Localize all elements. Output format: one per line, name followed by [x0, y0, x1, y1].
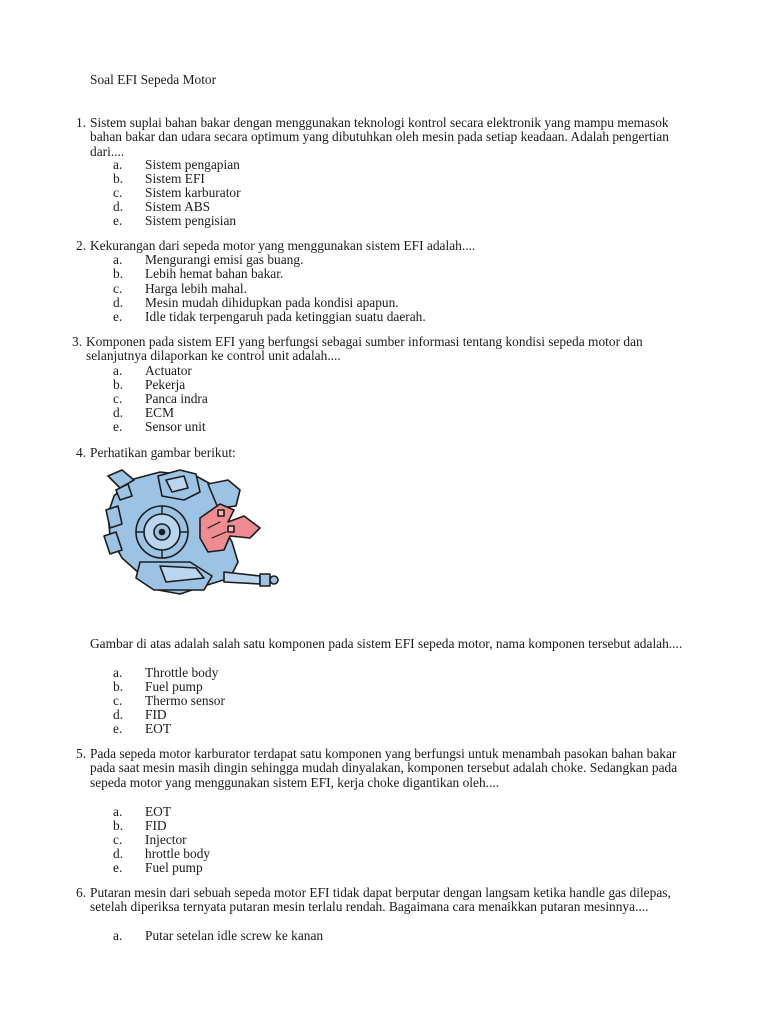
option-text: Lebih hemat bahan bakar.: [145, 266, 284, 281]
option-text: EOT: [145, 804, 172, 819]
option-letter: a.: [113, 252, 123, 267]
question-6-option-a[interactable]: [113, 929, 323, 943]
question-2-option-e[interactable]: [113, 310, 426, 324]
question-2-text: Kekurangan dari sepeda motor yang menggunakan sistem EFI adalah....: [90, 238, 476, 253]
option-letter: e.: [113, 309, 123, 324]
question-4-followup: Gambar di atas adalah salah satu komponen pada sistem EFI sepeda motor, nama komponen tersebut adalah....: [90, 636, 683, 651]
option-letter: a.: [113, 928, 123, 943]
page-title: Soal EFI Sepeda Motor: [90, 72, 217, 87]
option-text: Injector: [145, 832, 187, 847]
option-text: Sistem pengapian: [145, 157, 240, 172]
option-text: Putar setelan idle screw ke kanan: [145, 928, 324, 943]
question-6-text: Putaran mesin dari sebuah sepeda motor EFI tidak dapat berputar dengan langsam ketika handle gas dilepas, setelah diperiksa ternyata putaran mesin terlalu rendah. Bagaimana cara menaikkan putaran mesinnya....: [90, 885, 671, 915]
option-text: ECM: [145, 405, 175, 420]
option-letter: d.: [113, 405, 124, 420]
question-3-number: 3.: [72, 334, 83, 349]
option-letter: c.: [113, 832, 123, 847]
option-letter: d.: [113, 846, 124, 861]
throttle-body-illustration: [100, 466, 285, 611]
option-text: EOT: [145, 721, 172, 736]
option-letter: b.: [113, 266, 124, 281]
option-text: Sistem karburator: [145, 185, 241, 200]
option-text: Fuel pump: [145, 860, 203, 875]
option-text: Sensor unit: [145, 419, 206, 434]
question-4-text: Perhatikan gambar berikut:: [90, 445, 236, 460]
option-letter: c.: [113, 281, 123, 296]
option-letter: b.: [113, 377, 124, 392]
question-1-option-e[interactable]: [113, 214, 236, 228]
question-1-text: Sistem suplai bahan bakar dengan menggunakan teknologi kontrol secara elektronik yang mampu memasok bahan bakar dan udara secara optimum yang dibutuhkan oleh mesin pada setiap keadaan. Adalah pengertian dari....: [90, 115, 669, 159]
question-2-number: 2.: [76, 238, 87, 253]
question-3-text: [86, 335, 686, 364]
question-5-number: 5.: [76, 746, 87, 761]
option-letter: a.: [113, 363, 123, 378]
option-text: Thermo sensor: [145, 693, 225, 708]
option-text: Fuel pump: [145, 679, 203, 694]
option-letter: e.: [113, 213, 123, 228]
option-text: Sistem ABS: [145, 199, 211, 214]
option-letter: c.: [113, 693, 123, 708]
question-3-option-e[interactable]: [113, 420, 206, 434]
option-letter: d.: [113, 295, 124, 310]
option-text: Actuator: [145, 363, 192, 378]
option-text: Sistem pengisian: [145, 213, 237, 228]
option-text: Throttle body: [145, 665, 219, 680]
option-letter: d.: [113, 707, 124, 722]
question-4-option-e[interactable]: [113, 722, 171, 736]
option-letter: a.: [113, 157, 123, 172]
option-text: Panca indra: [145, 391, 208, 406]
question-3-body: Komponen pada sistem EFI yang berfungsi sebagai sumber informasi tentang kondisi sepeda motor dan selanjutnya dilaporkan ke control unit adalah....: [86, 334, 643, 364]
question-5-option-e[interactable]: [113, 861, 203, 875]
option-text: Idle tidak terpengaruh pada ketinggian suatu daerah.: [145, 309, 426, 324]
option-letter: b.: [113, 818, 124, 833]
option-text: hrottle body: [145, 846, 211, 861]
question-1-number: 1.: [76, 115, 87, 130]
option-letter: e.: [113, 419, 123, 434]
option-letter: e.: [113, 721, 123, 736]
question-5-text: Pada sepeda motor karburator terdapat satu komponen yang berfungsi untuk menambah pasokan bahan bakar pada saat mesin masih dingin sehingga mudah dinyalakan, komponen tersebut adalah choke. Sedangkan pada sepeda motor yang menggunakan sistem EFI, kerja choke digantikan oleh....: [90, 746, 678, 790]
option-text: Sistem EFI: [145, 171, 205, 186]
question-6-number: 6.: [76, 885, 87, 900]
option-letter: a.: [113, 804, 123, 819]
option-letter: c.: [113, 391, 123, 406]
option-text: FID: [145, 818, 167, 833]
option-letter: a.: [113, 665, 123, 680]
question-4-number: 4.: [76, 445, 87, 460]
option-letter: b.: [113, 679, 124, 694]
option-text: Harga lebih mahal.: [145, 281, 248, 296]
option-letter: b.: [113, 171, 124, 186]
option-letter: d.: [113, 199, 124, 214]
option-letter: e.: [113, 860, 123, 875]
option-letter: c.: [113, 185, 123, 200]
option-text: Mesin mudah dihidupkan pada kondisi apapun.: [145, 295, 399, 310]
question-2-option-b[interactable]: [113, 267, 283, 281]
question-4-option-c[interactable]: [113, 694, 225, 708]
option-text: Pekerja: [145, 377, 186, 392]
option-text: Mengurangi emisi gas buang.: [145, 252, 304, 267]
option-text: FID: [145, 707, 167, 722]
